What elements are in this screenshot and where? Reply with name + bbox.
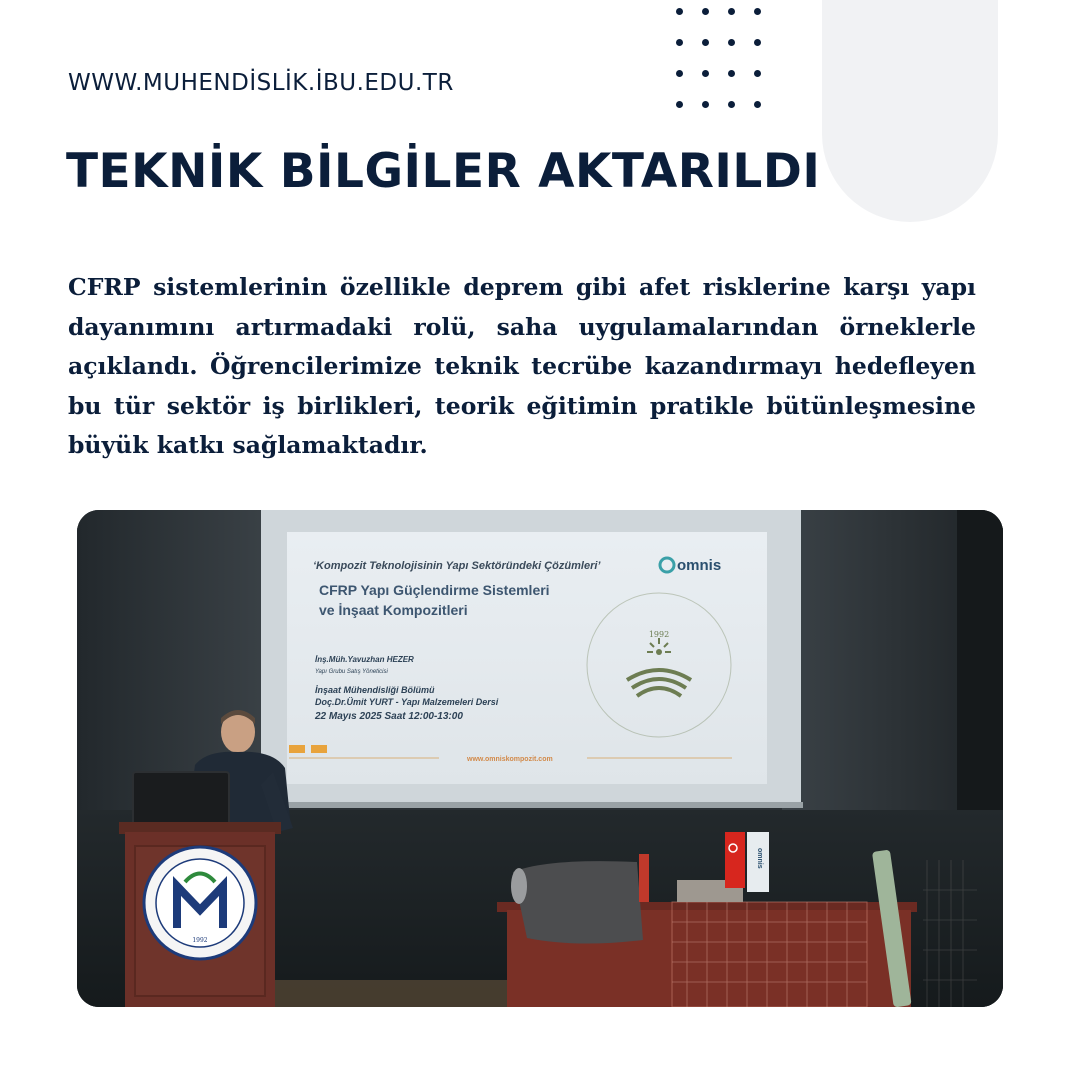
- slide-tagline: ‘Kompozit Teknolojisinin Yapı Sektöründeki Çözümleri’: [313, 560, 601, 572]
- laptop: [133, 772, 229, 828]
- event-photo-illustration: [77, 510, 1003, 1007]
- page-title: TEKNİK BİLGİLER AKTARILDI: [66, 144, 821, 199]
- slide-speaker: İnş.Müh.Yavuzhan HEZER: [315, 655, 414, 664]
- slide-datetime: 22 Mayıs 2025 Saat 12:00-13:00: [315, 711, 463, 722]
- article-body: CFRP sistemlerinin özellikle deprem gibi afet risklerine karşı yapı dayanımını artırmadaki rolü, saha uygulamalarından örneklerle açıklandı. Öğrencilerimize teknik tecrübe kazandırmayı hedefleyen bu tür sektör iş birlikleri, teorik eğitimin pratikle bütünleşmesine büyük katkı sağlamaktadır.: [68, 273, 976, 459]
- podium-seal-year: 1992: [192, 937, 208, 944]
- slide-title-line1: CFRP Yapı Güçlendirme Sistemleri: [319, 582, 550, 598]
- slide-accent-bar-1: [289, 745, 305, 753]
- slide-course: Doç.Dr.Ümit YURT - Yapı Malzemeleri Dersi: [315, 697, 499, 707]
- turkish-flag: [725, 832, 745, 888]
- omnis-banner-text: omnis: [756, 848, 763, 869]
- seal-year-slide: 1992: [648, 630, 670, 639]
- slide-speaker-role: Yapı Grubu Satış Yöneticisi: [315, 669, 388, 675]
- event-photo: [77, 510, 1003, 1007]
- slide-brand: omnis: [677, 557, 722, 574]
- spray-can: [639, 854, 649, 902]
- site-url: WWW.MUHENDİSLİK.İBU.EDU.TR: [68, 70, 454, 96]
- slide-accent-bar-2: [311, 745, 327, 753]
- slide-website: www.omniskompozit.com: [467, 756, 553, 763]
- slide-title-line2: ve İnşaat Kompozitleri: [319, 602, 468, 618]
- decorative-pill-shape: [822, 0, 998, 222]
- decorative-dot-grid: [670, 0, 770, 120]
- slide-department: İnşaat Mühendisliği Bölümü: [315, 685, 435, 695]
- podium: [119, 822, 281, 1007]
- carbon-fiber-roll: [513, 861, 643, 943]
